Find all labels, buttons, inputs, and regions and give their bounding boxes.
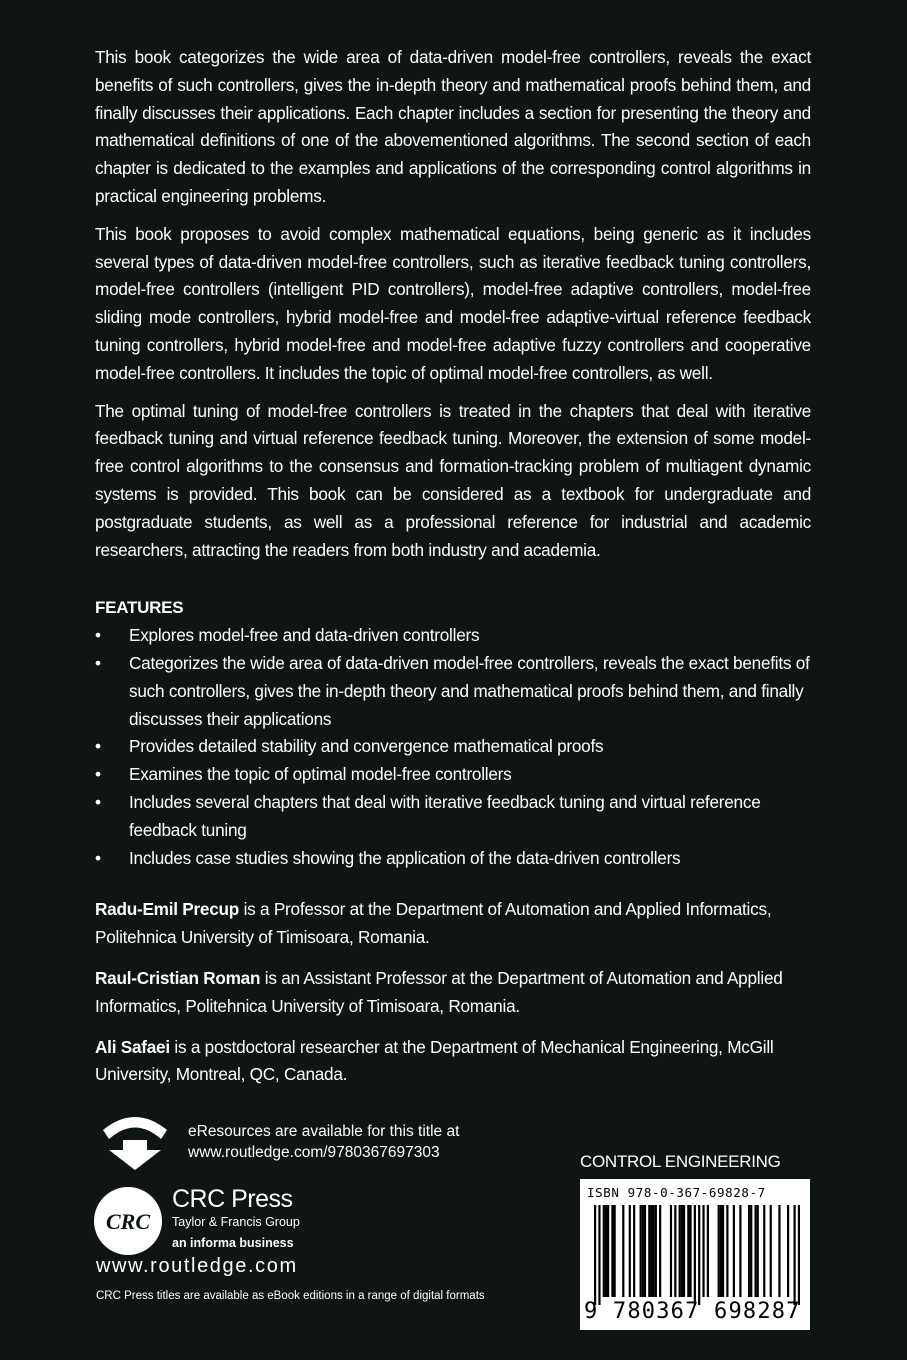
barcode-bar (689, 1205, 691, 1297)
barcode-bar (698, 1205, 700, 1305)
barcode-bar (793, 1205, 795, 1305)
description-paragraph-2: This book proposes to avoid complex mathematical equations, being generic as it includes several types of data-driven model-free controllers, such as iterative feedback tuning controllers, model-free controllers (intelligent PID controllers), model-free adaptive controllers, model-free sliding mode controllers, hybrid model-free and model-free adaptive-virtual reference feedback tuning controllers, hybrid model-free and model-free adaptive fuzzy controllers and cooperative model-free controllers. It includes the topic of optimal model-free controllers, as well. (95, 223, 811, 383)
eresources-download-icon (95, 1106, 175, 1172)
barcode-bar (718, 1205, 720, 1297)
publisher-website[interactable]: www.routledge.com (96, 1255, 298, 1277)
author-bio: Radu-Emil Precup is a Professor at the Department of Automation and Applied Informatics, Politehnica University of Timisoara, Romania. (95, 899, 772, 948)
bullet-icon: • (95, 791, 101, 812)
barcode-bar (707, 1205, 709, 1297)
barcode-bar (622, 1205, 624, 1297)
barcode-bar (770, 1205, 772, 1297)
author-name: Ali Safaei (95, 1036, 170, 1057)
barcode-bar (611, 1205, 613, 1297)
feature-item: • Provides detailed stability and convergence mathematical proofs (95, 733, 811, 761)
ebook-notice: CRC Press titles are available as eBook editions in a range of digital formats (96, 1290, 485, 1302)
bullet-icon: • (95, 847, 101, 868)
barcode-bar (607, 1205, 609, 1297)
barcode-bar (750, 1205, 752, 1297)
barcode-bar (655, 1205, 657, 1297)
barcode-bar (603, 1205, 605, 1297)
barcode-bar (787, 1205, 789, 1297)
author-bio: Raul-Cristian Roman is an Assistant Professor at the Department of Automation and Applied Informatics, Politehnica University of Timisoara, Romania. (95, 967, 783, 1016)
eresources-notice (188, 1121, 459, 1163)
author-bios (95, 896, 811, 1089)
barcode-bar (681, 1205, 683, 1297)
barcode-bar (702, 1205, 704, 1297)
feature-item: • Categorizes the wide area of data-driven model-free controllers, reveals the exact benefits of such controllers, gives the in-depth theory and mathematical proofs behind them, and finally discusses their applications (95, 650, 811, 733)
barcode-bar (614, 1205, 616, 1297)
barcode-bar (748, 1205, 750, 1297)
author-bio: Ali Safaei is a postdoctoral researcher at the Department of Mechanical Engineering, McGill University, Montreal, QC, Canada. (95, 1036, 774, 1085)
barcode-bar (726, 1205, 728, 1297)
barcode-bar (650, 1205, 652, 1297)
bullet-icon: • (95, 736, 101, 757)
feature-item: • Includes several chapters that deal with iterative feedback tuning and virtual reference feedback tuning (95, 789, 811, 845)
barcode-bar (674, 1205, 676, 1297)
publisher-group: Taylor & Francis Group (172, 1215, 300, 1229)
barcode-bar (653, 1205, 655, 1297)
barcode-bar (629, 1205, 631, 1297)
ean-number: 9 780367 698287 (584, 1299, 801, 1324)
barcode-bar (763, 1205, 765, 1297)
barcode-bar (694, 1205, 696, 1305)
barcode-bar (670, 1205, 672, 1297)
barcode-bar (642, 1205, 644, 1297)
barcode-bar (679, 1205, 681, 1297)
barcode-bar (757, 1205, 759, 1297)
bullet-icon: • (95, 652, 101, 673)
feature-item: • Explores model-free and data-driven controllers (95, 622, 811, 650)
isbn-label: ISBN 978-0-367-69828-7 (587, 1185, 766, 1200)
feature-item: • Includes case studies showing the application of the data-driven controllers (95, 845, 811, 873)
bullet-icon: • (95, 625, 101, 646)
barcode-bar (605, 1205, 607, 1297)
barcode-bar (778, 1205, 780, 1297)
barcode-bar (733, 1205, 735, 1297)
crc-press-logo (93, 1186, 163, 1256)
bullet-icon: • (95, 764, 101, 785)
barcode-bar (798, 1205, 800, 1305)
publisher-name: CRC Press (172, 1185, 293, 1213)
features-heading: FEATURES (95, 598, 184, 618)
eresources-line: eResources are available for this title at (188, 1123, 460, 1140)
description-paragraph-1: This book categorizes the wide area of data-driven model-free controllers, reveals the exact benefits of such controllers, gives the in-depth theory and mathematical proofs behind them, and finally discusses their applications. Each chapter includes a section for presenting the theory and mathematical definitions of one of the abovementioned algorithms. The second section of each chapter is dedicated to the examples and applications of the corresponding control algorithms in practical engineering problems. (95, 47, 811, 206)
barcode-bars (594, 1205, 800, 1305)
barcode-bar (722, 1205, 724, 1297)
barcode-bar (687, 1205, 689, 1297)
description-paragraph-3: The optimal tuning of model-free controllers is treated in the chapters that deal with iterative feedback tuning and virtual reference feedback tuning. Moreover, the extension of some model-free control algorithms to the consensus and formation-tracking problem of multiagent dynamic systems is provided. This book can be considered as a textbook for undergraduate and postgraduate students, as well as a professional reference for industrial and academic researchers, attracting the readers from both industry and academia. (95, 400, 811, 560)
publisher-tagline: an informa business (172, 1236, 294, 1250)
barcode-bar (754, 1205, 756, 1297)
barcode-bar (739, 1205, 741, 1297)
subject-category: CONTROL ENGINEERING (580, 1152, 781, 1171)
crc-logo-letters: CRC (105, 1209, 151, 1234)
author-name: Raul-Cristian Roman (95, 967, 261, 988)
eresources-badge-label: eRESOURCES (96, 1106, 170, 1131)
barcode-bar (648, 1205, 650, 1297)
eresources-link[interactable]: www.routledge.com/9780367697303 (188, 1144, 440, 1161)
barcode-bar (659, 1205, 661, 1297)
features-list (95, 622, 811, 872)
feature-item: • Examines the topic of optimal model-free controllers (95, 761, 811, 789)
barcode-bar (683, 1205, 685, 1297)
barcode-bar (640, 1205, 642, 1297)
back-cover-content (95, 44, 811, 1102)
barcode-bar (720, 1205, 722, 1297)
barcode-bar (594, 1205, 596, 1305)
isbn-barcode (580, 1179, 810, 1330)
author-name: Radu-Emil Precup (95, 899, 240, 920)
barcode-bar (598, 1205, 600, 1305)
barcode-bar (644, 1205, 646, 1297)
barcode-bar (633, 1205, 635, 1297)
